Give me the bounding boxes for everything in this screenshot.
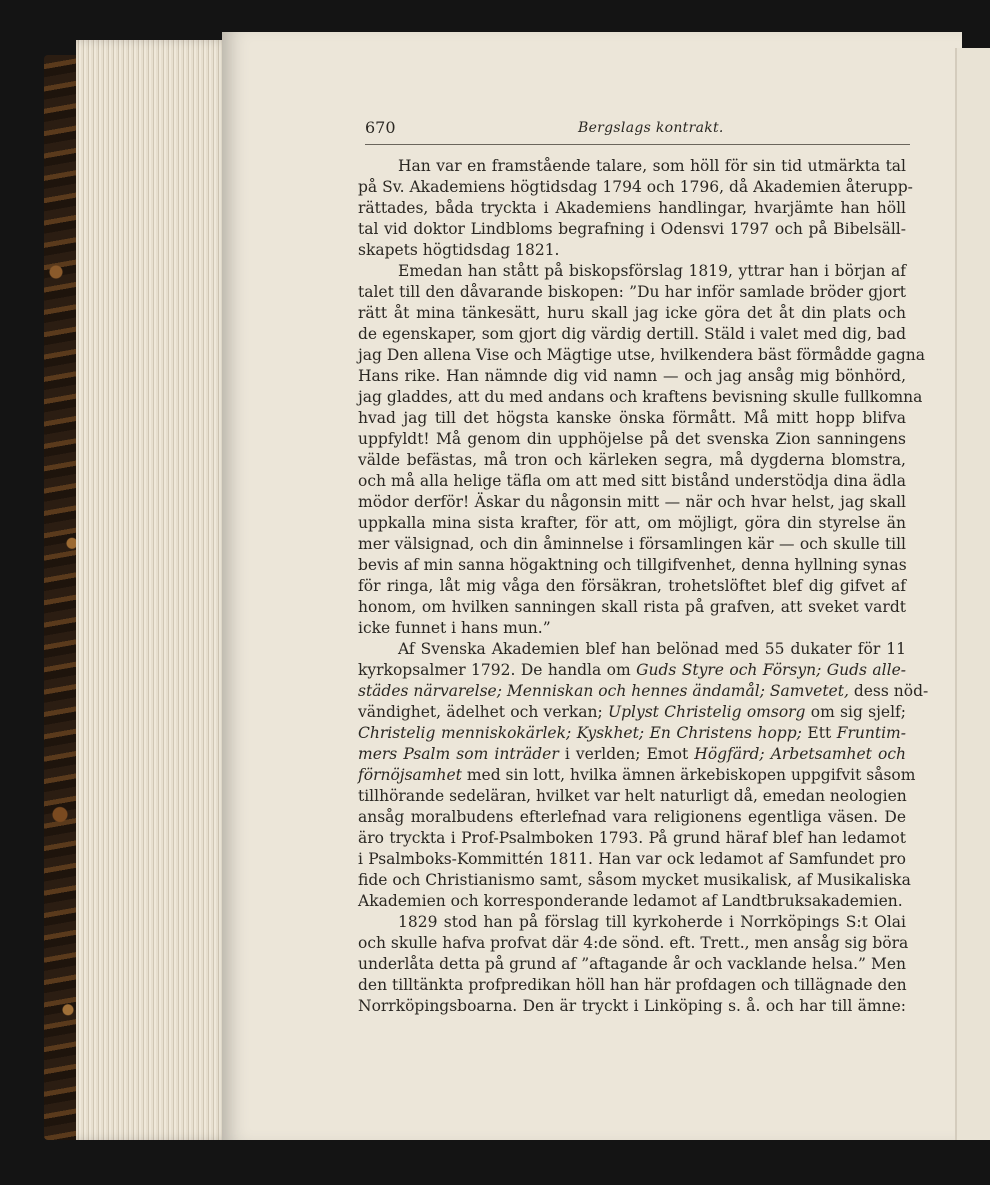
text-line: förnöjsamhet med sin lott, hvilka ämnen ärkebiskopen uppgifvit såsom <box>358 766 916 784</box>
text-line: underlåta detta på grund af ”aftagande år och vacklande helsa.” Men <box>358 955 906 973</box>
text-line: ansåg moralbudens efterlefnad vara religionens egentliga väsen. De <box>358 808 906 826</box>
text-line: mödor derför! Äskar du någonsin mitt — när och hvar helst, jag skall <box>358 493 906 511</box>
text-line: Emedan han stått på biskopsförslag 1819, yttrar han i början af <box>398 262 906 280</box>
running-head: Bergslags kontrakt. <box>578 120 724 136</box>
text-line: Af Svenska Akademien blef han belönad med 55 dukater för 11 <box>398 640 906 658</box>
text-line: vändighet, ädelhet och verkan; Uplyst Christelig omsorg om sig sjelf; <box>358 703 906 721</box>
text-line: Han var en framstående talare, som höll för sin tid utmärkta tal <box>398 157 906 175</box>
text-line: mers Psalm som inträder i verlden; Emot Högfärd; Arbetsamhet och <box>358 745 907 763</box>
text-line: den tilltänkta profpredikan höll han här profdagen och tillägnade den <box>358 976 907 994</box>
text-line: Hans rike. Han nämnde dig vid namn — och jag ansåg mig bönhörd, <box>358 367 906 385</box>
text-line: honom, om hvilken sanningen skall rista på grafven, att sveket vardt <box>358 598 906 616</box>
text-line: och må alla helige täfla om att med sitt bistånd understödja dina ädla <box>358 472 906 490</box>
text-line: skapets högtidsdag 1821. <box>358 241 560 259</box>
body-text <box>358 156 929 1017</box>
text-line: rätt åt mina tänkesätt, huru skall jag icke göra det åt din plats och <box>358 304 906 322</box>
text-line: de egenskaper, som gjort dig värdig dertill. Stäld i valet med dig, bad <box>358 325 906 343</box>
text-line: icke funnet i hans mun.” <box>358 619 551 637</box>
text-line: rättades, båda tryckta i Akademiens handlingar, hvarjämte han höll <box>358 199 906 217</box>
text-line: kyrkopsalmer 1792. De handla om Guds Styre och Försyn; Guds alle- <box>358 661 906 679</box>
text-line: fide och Christianismo samt, såsom mycket musikalisk, af Musikaliska <box>358 871 911 889</box>
page-number: 670 <box>365 118 396 137</box>
text-line: och skulle hafva profvat där 4:de sönd. eft. Trett., men ansåg sig böra <box>358 934 909 952</box>
text-line: jag gladdes, att du med andans och kraftens bevisning skulle fullkomna <box>358 388 923 406</box>
text-line: uppfyldt! Må genom din upphöjelse på det svenska Zion sanningens <box>358 430 906 448</box>
text-line: Norrköpingsboarna. Den är tryckt i Linköping s. å. och har till ämne: <box>358 997 906 1015</box>
text-line: bevis af min sanna högaktning och tillgifvenhet, denna hyllning synas <box>358 556 907 574</box>
text-line: äro tryckta i Prof-Psalmboken 1793. På grund häraf blef han ledamot <box>358 829 906 847</box>
text-line: 1829 stod han på förslag till kyrkoherde i Norrköpings S:t Olai <box>398 913 906 931</box>
text-line: Akademien och korresponderande ledamot af Landtbruksakademien. <box>358 892 903 910</box>
text-line: i Psalmboks-Kommittén 1811. Han var ock ledamot af Samfundet pro <box>358 850 906 868</box>
text-line: för ringa, låt mig våga den försäkran, trohetslöftet blef dig gifvet af <box>358 577 906 595</box>
text-line: tillhörande sedeläran, hvilket var helt naturligt då, emedan neologien <box>358 787 907 805</box>
page-edges <box>76 40 231 1140</box>
text-line: tal vid doktor Lindbloms begrafning i Odensvi 1797 och på Bibelsäll- <box>358 220 906 238</box>
text-line: välde befästas, må tron och kärleken segra, må dygderna blomstra, <box>358 451 906 469</box>
text-line: jag Den allena Vise och Mägtige utse, hvilkendera bäst förmådde gagna <box>358 346 925 364</box>
facing-page-edge <box>955 48 990 1140</box>
text-line: mer välsignad, och din åminnelse i församlingen kär — och skulle till <box>358 535 906 553</box>
text-line: städes närvarelse; Menniskan och hennes ändamål; Samvetet, dess nöd- <box>358 682 929 700</box>
text-line: uppkalla mina sista krafter, för att, om möjligt, göra din styrelse än <box>358 514 906 532</box>
text-line: på Sv. Akademiens högtidsdag 1794 och 1796, då Akademien återupp- <box>358 178 913 196</box>
text-line: Christelig menniskokärlek; Kyskhet; En Christens hopp; Ett Fruntim- <box>358 724 906 742</box>
text-line: hvad jag till det högsta kanske önska förmått. Må mitt hopp blifva <box>358 409 906 427</box>
text-line: talet till den dåvarande biskopen: ”Du har inför samlade bröder gjort <box>358 283 906 301</box>
page-header <box>365 118 910 145</box>
